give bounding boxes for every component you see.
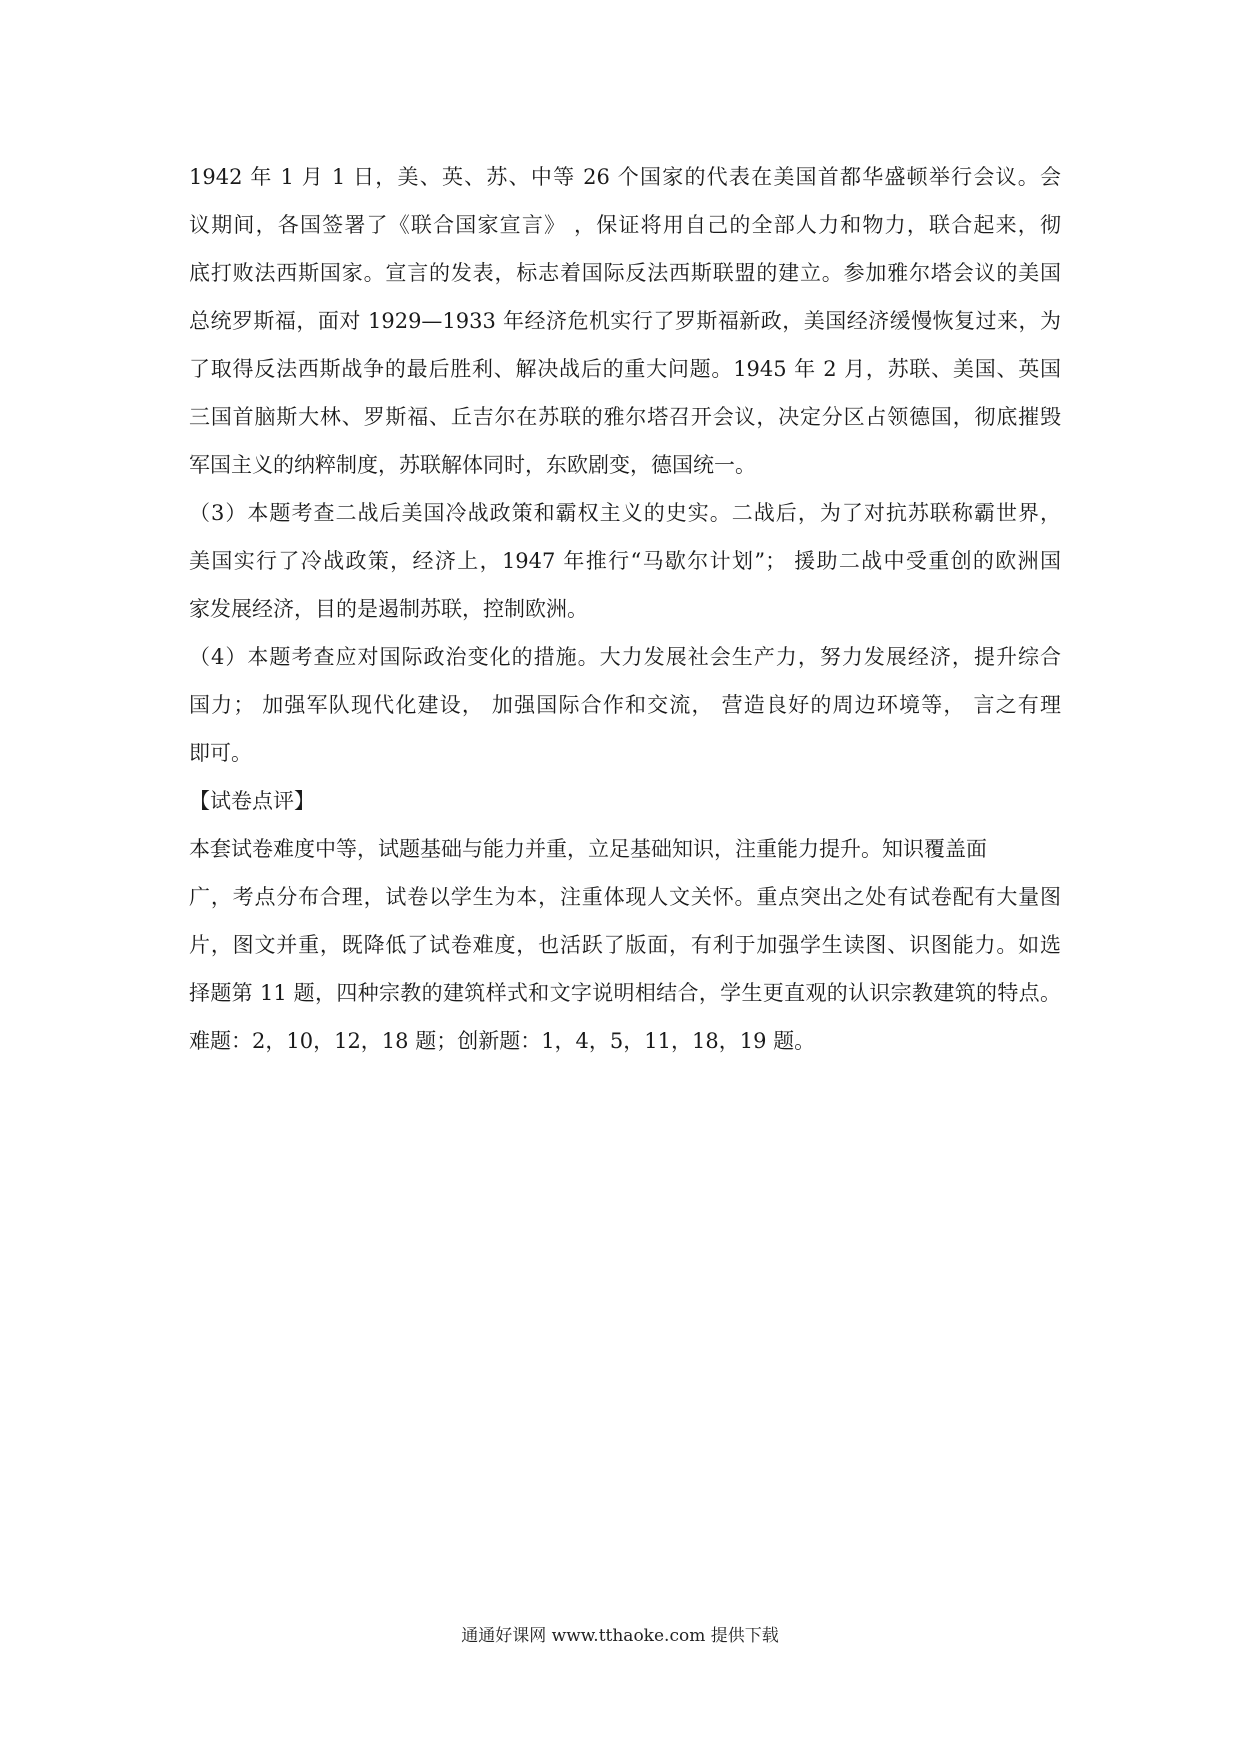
text-line: 1942 年 1 月 1 日，美、英、苏、中等 26 个国家的代表在美国首都华盛顿举行会议。会 (189, 165, 1061, 189)
text-line: 了取得反法西斯战争的最后胜利、解决战后的重大问题。1945 年 2 月，苏联、美国、英国 (189, 357, 1061, 381)
text-line: 即可。 (189, 741, 252, 765)
text-line: （4）本题考查应对国际政治变化的措施。大力发展社会生产力，努力发展经济，提升综合 (189, 645, 1061, 669)
text-line: 片，图文并重，既降低了试卷难度，也活跃了版面，有利于加强学生读图、识图能力。如选 (189, 933, 1061, 957)
text-line: 总统罗斯福，面对 1929—1933 年经济危机实行了罗斯福新政，美国经济缓慢恢复过来，为 (189, 309, 1061, 333)
text-line: 国力； 加强军队现代化建设， 加强国际合作和交流， 营造良好的周边环境等， 言之有理 (189, 693, 1061, 717)
text-line: （3）本题考查二战后美国冷战政策和霸权主义的史实。二战后，为了对抗苏联称霸世界， (189, 501, 1061, 525)
text-line: 【试卷点评】 (189, 789, 315, 813)
text-line: 择题第 11 题，四种宗教的建筑样式和文字说明相结合，学生更直观的认识宗教建筑的特点。 (189, 981, 1061, 1005)
document-body (189, 153, 1061, 1065)
text-line: 本套试卷难度中等，试题基础与能力并重，立足基础知识，注重能力提升。知识覆盖面 (189, 837, 987, 861)
text-line: 美国实行了冷战政策，经济上，1947 年推行“马歇尔计划”； 援助二战中受重创的欧洲国 (189, 549, 1061, 573)
text-line: 广，考点分布合理，试卷以学生为本，注重体现人文关怀。重点突出之处有试卷配有大量图 (189, 885, 1061, 909)
text-line: 三国首脑斯大林、罗斯福、丘吉尔在苏联的雅尔塔召开会议，决定分区占领德国，彻底摧毁 (189, 405, 1061, 429)
page-footer: 通通好课网 www.tthaoke.com 提供下载 (461, 1626, 779, 1646)
text-line: 议期间，各国签署了《联合国家宣言》 ，保证将用自己的全部人力和物力，联合起来，彻 (189, 213, 1061, 237)
text-line: 难题：2，10，12，18 题；创新题：1，4，5，11，18，19 题。 (189, 1029, 816, 1053)
text-line: 军国主义的纳粹制度，苏联解体同时，东欧剧变，德国统一。 (189, 453, 756, 477)
text-line: 家发展经济，目的是遏制苏联，控制欧洲。 (189, 597, 588, 621)
text-line: 底打败法西斯国家。宣言的发表，标志着国际反法西斯联盟的建立。参加雅尔塔会议的美国 (189, 261, 1061, 285)
